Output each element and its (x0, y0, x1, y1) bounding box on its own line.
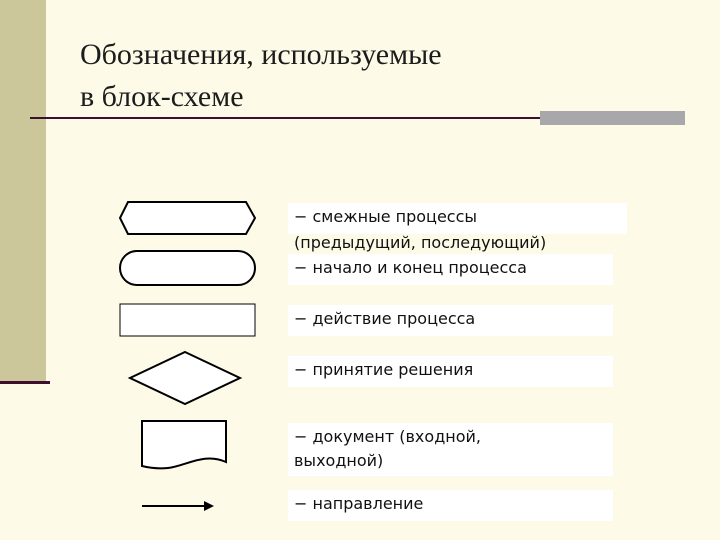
legend-label-adjacent-processes (288, 203, 627, 234)
title-line-2: в блок-схеме (80, 80, 244, 113)
legend-label-terminator (288, 254, 613, 285)
legend-label-line-2: (предыдущий, последующий) (294, 233, 547, 252)
legend-label-line-1: − действие процесса (294, 309, 476, 328)
legend-label-line-1: − начало и конец процесса (294, 258, 527, 277)
legend-label-document (288, 423, 613, 476)
legend-label-line-1: − смежные процессы (294, 207, 478, 226)
title-line-1: Обозначения, используемые (80, 38, 442, 71)
arrow-head-icon (204, 501, 214, 511)
legend-label-line-1: − принятие решения (294, 360, 474, 379)
legend-label-line-1: − документ (входной, (294, 427, 481, 446)
legend-label-line-2: выходной) (294, 451, 384, 470)
legend-label-process (288, 305, 613, 336)
legend-label-direction (288, 490, 613, 521)
process-shape (120, 304, 255, 336)
adjacent-process-shape (120, 202, 255, 234)
decision-shape (130, 352, 240, 404)
document-shape (142, 421, 226, 468)
terminator-shape (120, 251, 255, 285)
legend-label-line-1: − направление (294, 494, 424, 513)
legend-label-decision (288, 356, 613, 387)
